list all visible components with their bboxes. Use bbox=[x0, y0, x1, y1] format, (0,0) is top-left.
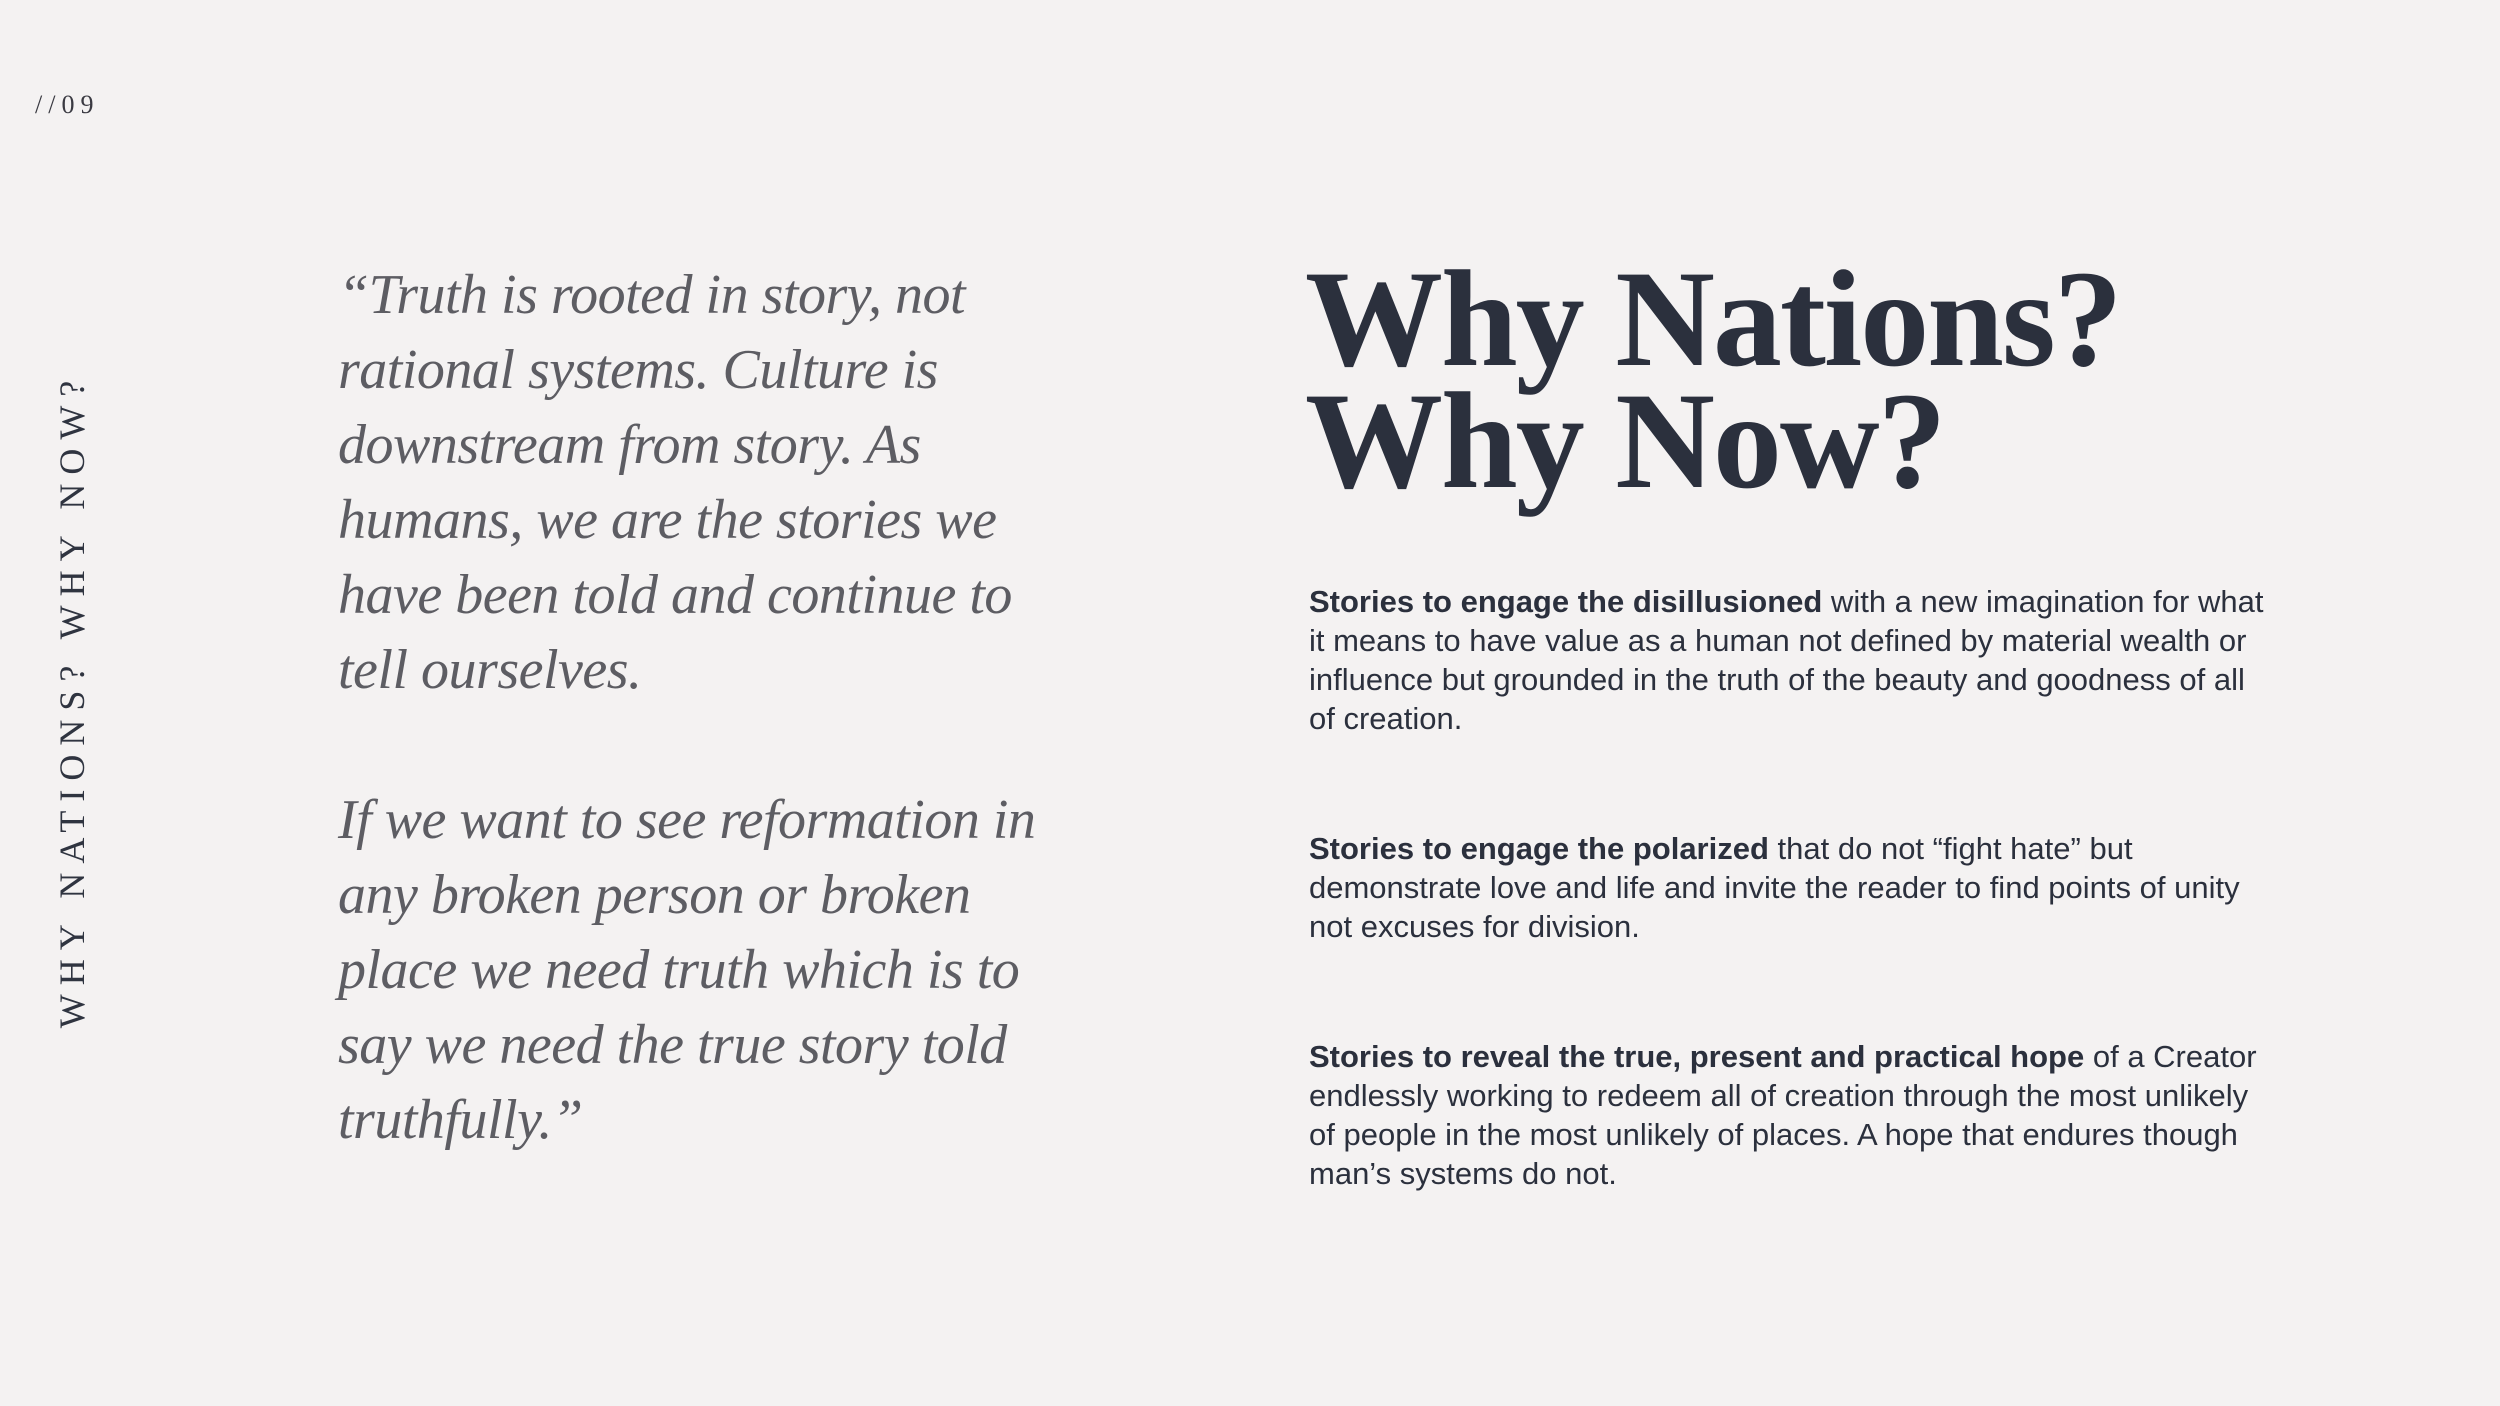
point-lead: Stories to engage the polarized bbox=[1309, 831, 1769, 866]
section-side-label: WHY NATIONS? WHY NOW? bbox=[52, 371, 92, 1029]
page-number: //09 bbox=[35, 90, 100, 119]
pull-quote bbox=[338, 258, 1038, 1158]
point-lead: Stories to reveal the true, present and practical hope bbox=[1309, 1039, 2085, 1074]
quote-paragraph-1: “Truth is rooted in story, not rational systems. Culture is downstream from story. As humans, we are the stories we have been told and continue to tell ourselves. bbox=[338, 264, 1012, 701]
title-line-1: Why Nations? bbox=[1305, 242, 2121, 395]
point-body: of a Creator endlessly working to redeem all of creation through the most unlikely of people in the most unlikely of places. A hope that endures though man’s systems do not. bbox=[1309, 1039, 2257, 1191]
quote-paragraph-2: If we want to see reformation in any broken person or broken place we need truth which is to say we need the true story told truthfully.” bbox=[338, 789, 1036, 1151]
point-body: that do not “fight hate” but demonstrate love and life and invite the reader to find points of unity not excuses for division. bbox=[1309, 831, 2240, 944]
point-paragraph-2 bbox=[1309, 829, 2269, 946]
title-line-2: Why Now? bbox=[1305, 364, 1945, 517]
point-paragraph-3 bbox=[1309, 1037, 2269, 1193]
point-paragraph-1 bbox=[1309, 582, 2269, 738]
point-body: with a new imagination for what it means to have value as a human not defined by material wealth or influence but grounded in the truth of the beauty and goodness of all of creation. bbox=[1309, 584, 2264, 736]
page-title bbox=[1305, 242, 2455, 517]
point-lead: Stories to engage the disillusioned bbox=[1309, 584, 1823, 619]
